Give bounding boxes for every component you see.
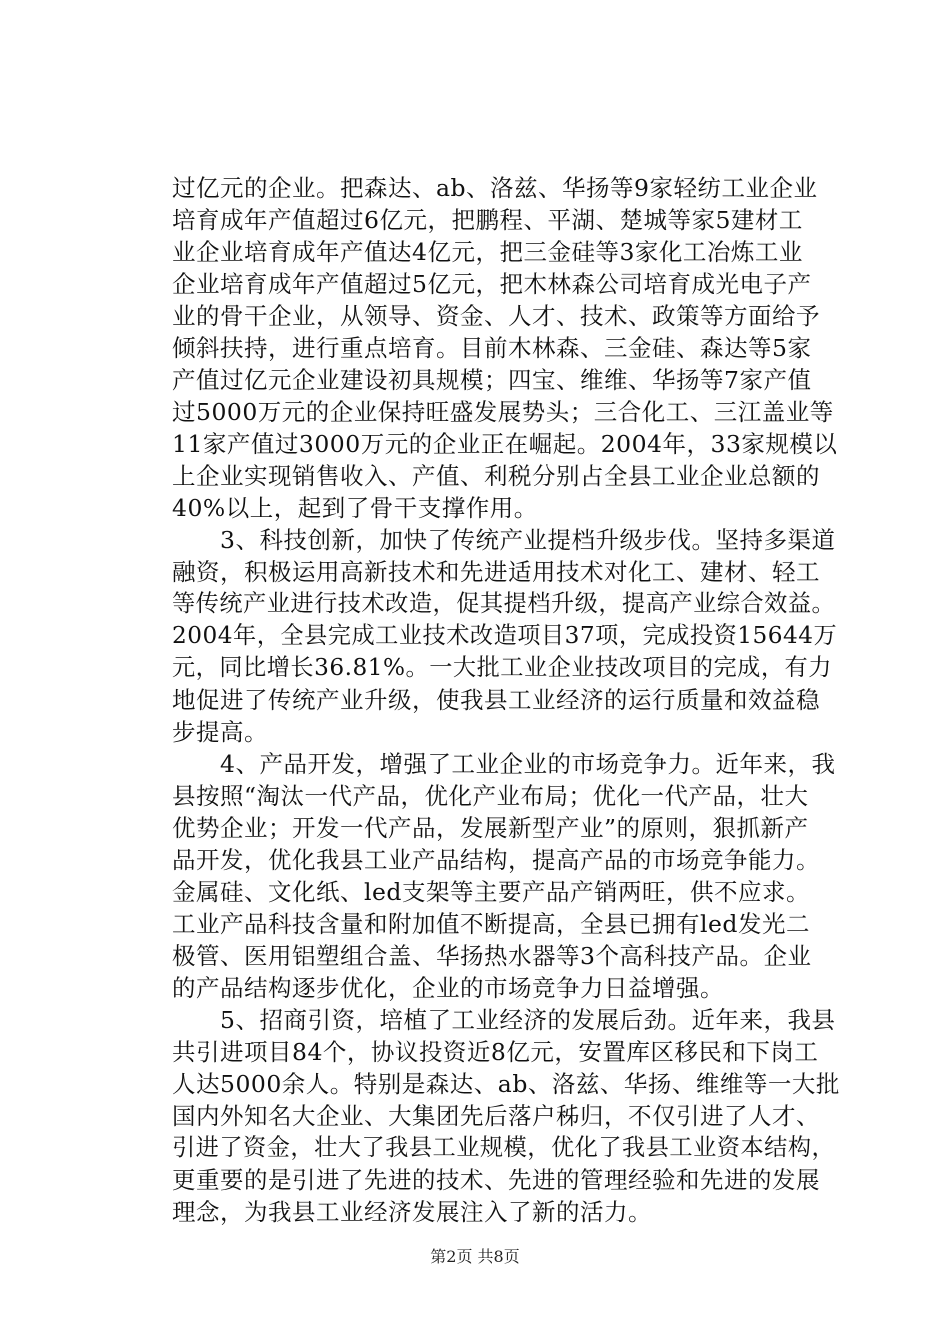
text-line: 的产品结构逐步优化，企业的市场竞争力日益增强。 [172, 974, 724, 1002]
text-line: 步提高。 [172, 718, 268, 746]
text-line: 元，同比增长36.81%。一大批工业企业技改项目的完成，有力 [172, 654, 832, 681]
text-line: 11家产值过3000万元的企业正在崛起。2004年，33家规模以 [172, 430, 838, 458]
text-line: 共引进项目84个，协议投资近8亿元，安置库区移民和下岗工 [172, 1038, 819, 1066]
text-line: 融资，积极运用高新技术和先进适用技术对化工、建材、轻工 [172, 558, 820, 586]
text-line: 县按照“淘汰一代产品，优化产业布局；优化一代产品，壮大 [172, 782, 809, 810]
text-line: 40%以上，起到了骨干支撑作用。 [172, 494, 538, 522]
text-line: 过5000万元的企业保持旺盛发展势头；三合化工、三江盖业等 [172, 398, 834, 426]
text-line: 培育成年产值超过6亿元，把鹏程、平湖、楚城等家5建材工 [172, 206, 803, 234]
text-line: 地促进了传统产业升级，使我县工业经济的运行质量和效益稳 [172, 686, 820, 714]
body-text [172, 172, 840, 1228]
text-line: 上企业实现销售收入、产值、利税分别占全县工业企业总额的 [172, 462, 820, 490]
text-line: 理念，为我县工业经济发展注入了新的活力。 [172, 1198, 652, 1226]
page-footer: 第2页 共8页 [430, 1247, 520, 1266]
text-line: 3、科技创新，加快了传统产业提档升级步伐。坚持多渠道 [220, 526, 836, 554]
text-line: 倾斜扶持，进行重点培育。目前木林森、三金硅、森达等5家 [172, 334, 812, 362]
text-line: 5、招商引资，培植了工业经济的发展后劲。近年来，我县 [220, 1006, 836, 1034]
text-line: 业的骨干企业，从领导、资金、人才、技术、政策等方面给予 [172, 302, 820, 330]
text-line: 国内外知名大企业、大集团先后落户秭归，不仅引进了人才、 [172, 1102, 820, 1130]
text-line: 2004年，全县完成工业技术改造项目37项，完成投资15644万 [172, 622, 838, 649]
text-line: 产值过亿元企业建设初具规模；四宝、维维、华扬等7家产值 [172, 366, 812, 394]
text-line: 人达5000余人。特别是森达、ab、洛兹、华扬、维维等一大批 [172, 1070, 840, 1098]
text-line: 品开发，优化我县工业产品结构，提高产品的市场竞争能力。 [172, 846, 820, 874]
text-line: 4、产品开发，增强了工业企业的市场竞争力。近年来，我 [220, 750, 836, 778]
text-line: 更重要的是引进了先进的技术、先进的管理经验和先进的发展 [172, 1166, 820, 1194]
text-line: 极管、医用铝塑组合盖、华扬热水器等3个高科技产品。企业 [172, 942, 812, 970]
text-line: 工业产品科技含量和附加值不断提高，全县已拥有led发光二 [172, 910, 810, 938]
text-line: 金属硅、文化纸、led支架等主要产品产销两旺，供不应求。 [172, 878, 810, 906]
text-line: 引进了资金，壮大了我县工业规模，优化了我县工业资本结构， [172, 1134, 836, 1161]
text-line: 优势企业；开发一代产品，发展新型产业”的原则，狠抓新产 [172, 814, 809, 842]
text-line: 等传统产业进行技术改造，促其提档升级，提高产业综合效益。 [172, 590, 836, 617]
text-line: 业企业培育成年产值达4亿元，把三金硅等3家化工冶炼工业 [172, 238, 803, 266]
text-line: 过亿元的企业。把森达、ab、洛兹、华扬等9家轻纺工业企业 [172, 174, 818, 202]
text-line: 企业培育成年产值超过5亿元，把木林森公司培育成光电子产 [172, 270, 812, 298]
